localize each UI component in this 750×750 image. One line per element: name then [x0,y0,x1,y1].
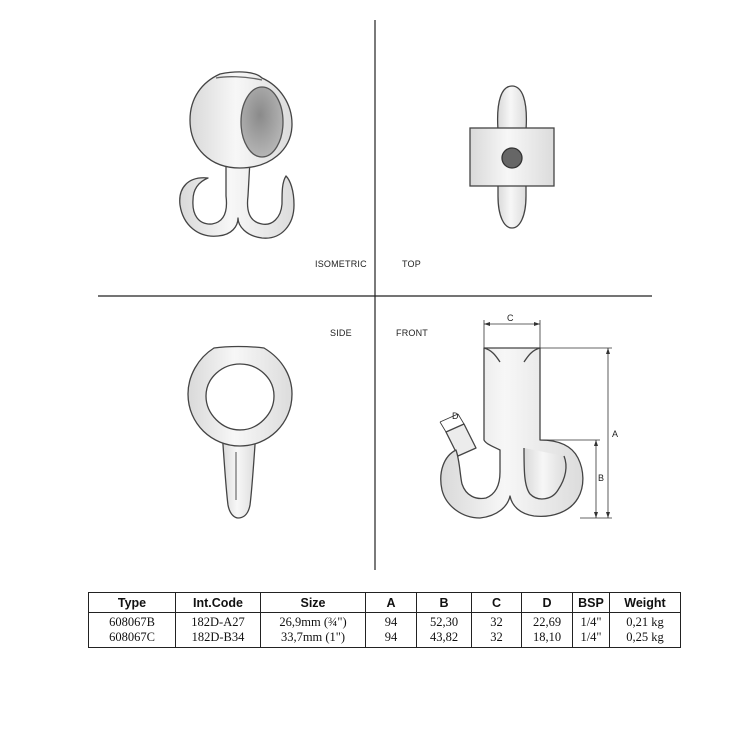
cell-bsp: 1/4" [573,630,610,648]
label-top: TOP [402,259,421,269]
cell-a: 94 [366,613,417,631]
dimension-label-d: D [452,411,459,421]
table-row [89,613,681,631]
table-row [89,630,681,648]
header-int-code: Int.Code [176,593,261,613]
cell-size: 26,9mm (¾") [261,613,366,631]
table-header-row [89,593,681,613]
cell-b: 52,30 [417,613,472,631]
label-side: SIDE [330,328,352,338]
cell-bsp: 1/4" [573,613,610,631]
header-d: D [522,593,573,613]
label-front: FRONT [396,328,428,338]
cell-type: 608067B [89,613,176,631]
header-bsp: BSP [573,593,610,613]
header-c: C [472,593,522,613]
cell-weight: 0,21 kg [610,613,681,631]
cell-d: 22,69 [522,613,573,631]
cell-b: 43,82 [417,630,472,648]
label-isometric: ISOMETRIC [315,259,367,269]
header-weight: Weight [610,593,681,613]
header-b: B [417,593,472,613]
header-a: A [366,593,417,613]
cell-d: 18,10 [522,630,573,648]
cell-c: 32 [472,613,522,631]
front-view [441,348,583,518]
dimension-label-b: B [598,473,605,483]
cell-weight: 0,25 kg [610,630,681,648]
dimension-label-c: C [507,313,514,323]
dimension-label-a: A [612,429,619,439]
top-view [470,86,554,228]
cell-c: 32 [472,630,522,648]
cell-size: 33,7mm (1") [261,630,366,648]
cell-a: 94 [366,630,417,648]
isometric-view [180,72,294,238]
cell-int-code: 182D-B34 [176,630,261,648]
header-type: Type [89,593,176,613]
cell-int-code: 182D-A27 [176,613,261,631]
cell-type: 608067C [89,630,176,648]
spec-table [88,592,681,648]
header-size: Size [261,593,366,613]
side-view [188,347,292,519]
